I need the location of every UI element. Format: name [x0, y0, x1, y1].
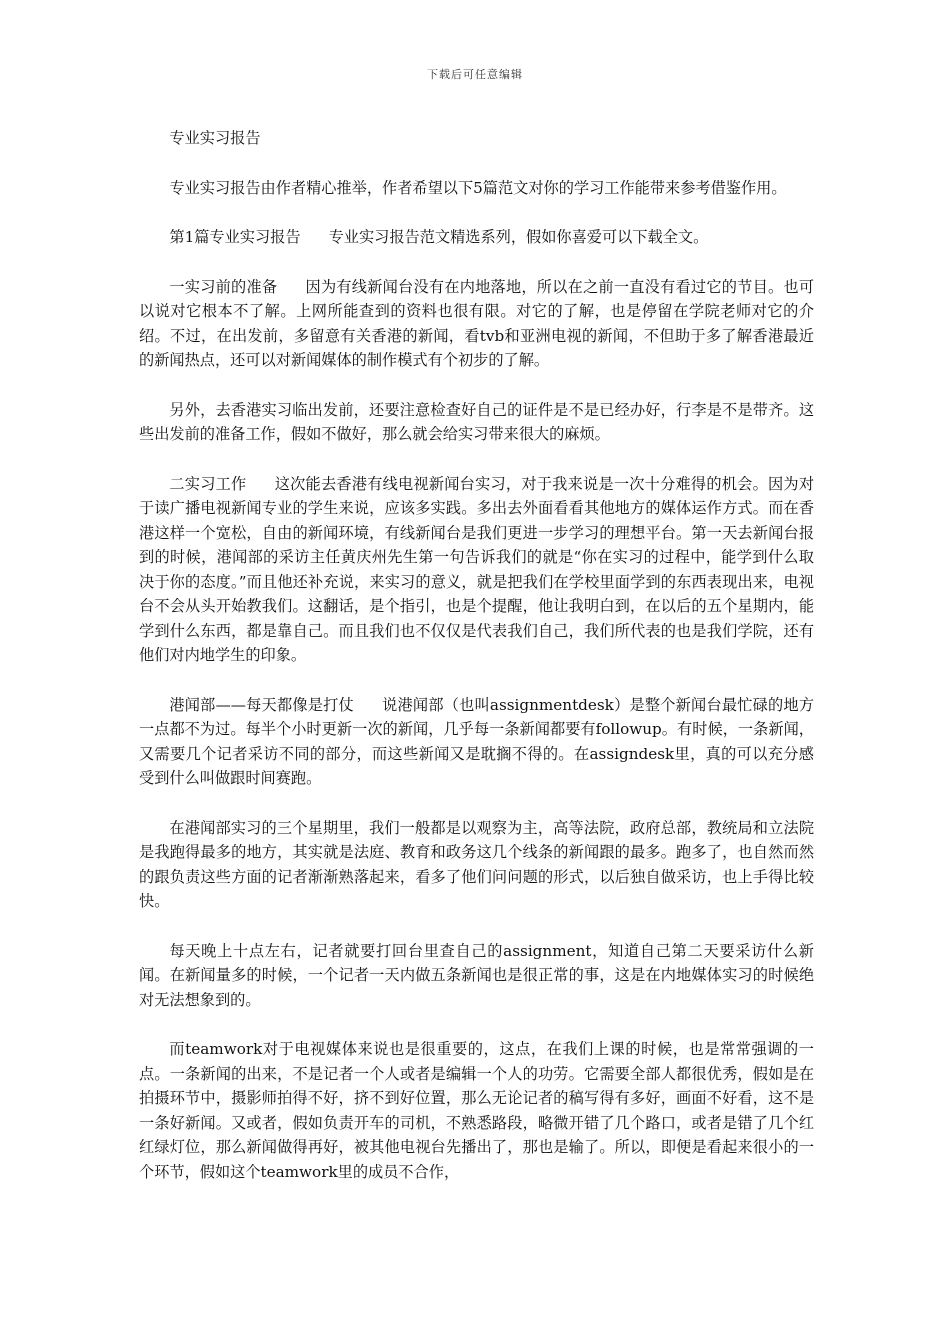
section-work-paragraph: [139, 472, 814, 668]
section-heading: 一实习前的准备: [169, 277, 278, 296]
section-text: 这次能去香港有线电视新闻台实习，对于我来说是一次十分难得的机会。因为对于读广播电视新闻专业的学生来说，应该多实践。多出去外面看看其他地方的媒体运作方式。而在香港这样一个宽松，自由的新闻环境，有线新闻台是我们更进一步学习的理想平台。第一天去新闻台报到的时候，港闻部的采访主任黄庆州先生第一句告诉我们的就是“你在实习的过程中，能学到什么取决于你的态度。”而且他还补充说，来实习的意义，就是把我们在学校里面学到的东西表现出来，电视台不会从头开始教我们。这翻话，是个指引，也是个提醒，他让我明白到，在以后的五个星期内，能学到什么东西，都是靠自己。而且我们也不仅仅是代表我们自己，我们所代表的也是我们学院，还有他们对内地学生的印象。: [139, 474, 815, 664]
report-title-paragraph: 专业实习报告: [169, 129, 261, 147]
assignment-paragraph: 每天晚上十点左右，记者就要打回台里查自己的assignment，知道自己第二天要采访什么新闻。在新闻量多的时候，一个记者一天内做五条新闻也是很正常的事，这是在内地媒体实习的时候绝对无法想象到的。: [139, 941, 814, 1009]
section-text: 说港闻部（也叫assignmentdesk）是整个新闻台最忙碌的地方一点都不为过。每半个小时更新一次的新闻，几乎每一条新闻都要有followup。有时候，一条新闻，又需要几个记者采访不同的部分，而这些新闻又是耽搁不得的。在assigndesk里，真的可以充分感受到什么叫做跟时间赛跑。: [139, 695, 815, 787]
section-heading: 二实习工作: [169, 474, 247, 493]
preparation-followup-paragraph: 另外，去香港实习临出发前，还要注意检查好自己的证件是不是已经办好，行李是不是带齐。这些出发前的准备工作，假如不做好，那么就会给实习带来很大的麻烦。: [139, 400, 814, 443]
section-text: 因为有线新闻台没有在内地落地，所以在之前一直没有看过它的节目。也可以说对它根本不了解。上网所能查到的资料也很有限。对它的了解，也是停留在学院老师对它的介绍。不过，在出发前，多留意有关香港的新闻，看tvb和亚洲电视的新闻，不但助于多了解香港最近的新闻热点，还可以对新闻媒体的制作模式有个初步的了解。: [139, 277, 815, 369]
article-subtitle: 专业实习报告范文精选系列，假如你喜爱可以下载全文。: [328, 228, 709, 246]
running-header: 下载后可任意编辑: [427, 68, 523, 81]
intro-paragraph: 专业实习报告由作者精心推举，作者希望以下5篇范文对你的学习工作能带来参考借鉴作用。: [169, 178, 787, 197]
article-heading-paragraph: [139, 225, 814, 250]
section-preparation-paragraph: [139, 275, 814, 373]
teamwork-paragraph: 而teamwork对于电视媒体来说也是很重要的，这点，在我们上课的时候，也是常常强调的一点。一条新闻的出来，不是记者一个人或者是编辑一个人的功劳。它需要全部人都很优秀，假如是在拍摄环节中，摄影师拍得不好，挤不到好位置，那么无论记者的稿写得有多好，画面不好看，这不是一条好新闻。又或者，假如负责开车的司机，不熟悉路段，略微开错了几个路口，或者是错了几个红红绿灯位，那么新闻做得再好，被其他电视台先播出了，那也是输了。所以，即便是看起来很小的一个环节，假如这个teamwork里的成员不合作，: [139, 1040, 814, 1181]
section-heading: 港闻部——每天都像是打仗: [169, 695, 354, 714]
section-news-desk-paragraph: [139, 693, 814, 791]
news-desk-weeks-paragraph: 在港闻部实习的三个星期里，我们一般都是以观察为主，高等法院，政府总部，教统局和立法院是我跑得最多的地方，其实就是法庭、教育和政务这几个线条的新闻跟的最多。跑多了，也自然而然的跟负责这些方面的记者渐渐熟落起来，看多了他们问问题的形式，以后独自做采访，也上手得比较快。: [139, 818, 814, 910]
document-body: [139, 126, 814, 1209]
article-heading: 第1篇专业实习报告: [169, 228, 301, 246]
